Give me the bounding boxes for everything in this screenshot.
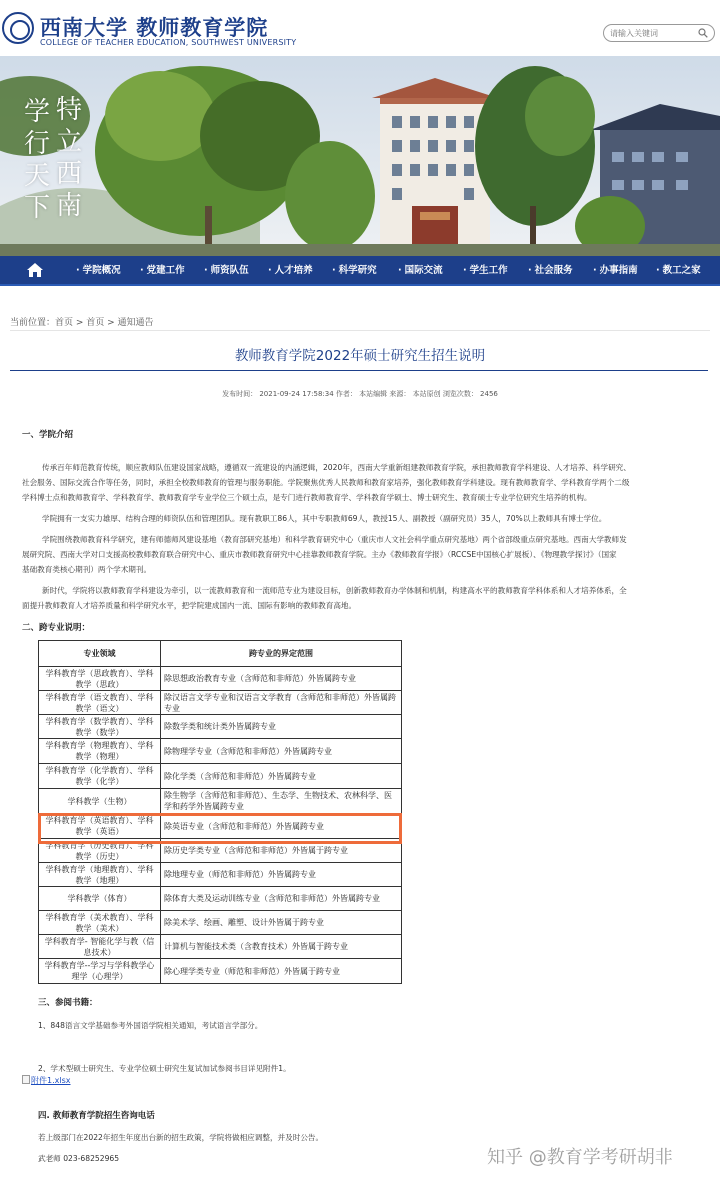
table-cell-scope: 除美术学、绘画、雕塑、设计外皆属于跨专业 <box>161 911 402 935</box>
paragraph-vision-line: 新时代，学院将以教师教育学科建设为牵引，以一流教师教育和一流师范专业为建设目标，创新教师教育办学体制和机制，构建高水平的教师教育学科体系和人才培养体系，全 <box>42 586 627 595</box>
table-row <box>39 715 402 739</box>
table-row <box>39 839 402 863</box>
section-heading-intro: 一、学院介绍 <box>22 430 74 440</box>
table-row <box>39 863 402 887</box>
table-header-row <box>39 641 402 667</box>
table-cell-scope: 除数学类和统计类外皆属跨专业 <box>161 715 402 739</box>
breadcrumb <box>10 315 154 328</box>
paragraph-research-line: 学院围绕教师教育科学研究，建有师德师风建设基地（教育部研究基地）和科学教育研究中心（重庆市人文社会科学重点研究基地）两个省部级重点研究基地。西南大学教师发 <box>42 535 627 544</box>
table-row <box>39 935 402 959</box>
nav-item-about[interactable]: · 学院概况 <box>76 256 121 286</box>
university-seal-icon[interactable] <box>2 12 34 44</box>
campus-banner <box>0 56 720 256</box>
paragraph-intro-line: 传承百年师范教育传统，顺应教师队伍建设国家战略，遵循双一流建设的内涵逻辑，2020年，西南大学重新组建教师教育学院，承担教师教育学科建设、人才培养、科学研究、 <box>42 463 631 472</box>
attachment-link-label[interactable]: 附件1.xlsx <box>31 1076 71 1085</box>
table-header-cell: 专业领域 <box>39 641 161 667</box>
nav-item-party[interactable]: · 党建工作 <box>140 256 185 286</box>
table-row <box>39 887 402 911</box>
table-row <box>39 764 402 789</box>
nav-item-students[interactable]: · 学生工作 <box>463 256 508 286</box>
table-cell-scope: 除汉语言文学专业和汉语言文学教育（含师范和非师范）外皆属跨专业 <box>161 691 402 715</box>
table-row <box>39 691 402 715</box>
table-cell-scope: 除英语专业（含师范和非师范）外皆属跨专业 <box>161 814 402 839</box>
section-heading-cross-major: 二、跨专业说明： <box>22 623 91 633</box>
search-icon[interactable] <box>698 28 708 38</box>
table-cell-field: 学科教育学（英语教育）、学科教学（英语） <box>39 814 161 839</box>
banner-motto <box>4 95 84 256</box>
nav-item-international[interactable]: · 国际交流 <box>398 256 443 286</box>
site-subtitle: COLLEGE OF TEACHER EDUCATION, SOUTHWEST UNIVERSITY <box>40 38 297 47</box>
paragraph-faculty: 学院拥有一支实力雄厚、结构合理的师资队伍和管理团队。现有教职工86人，其中专职教师69人，教授15人、副教授（副研究员）35人，70%以上教师具有博士学位。 <box>42 514 607 523</box>
article-title: 教师教育学院2022年硕士研究生招生说明 <box>234 348 486 364</box>
table-cell-scope: 除生物学（含师范和非师范）、生态学、生物技术、农林科学、医学和药学外皆属跨专业 <box>161 789 402 814</box>
table-row <box>39 911 402 935</box>
table-cell-scope: 除历史学类专业（含师范和非师范）外皆属于跨专业 <box>161 839 402 863</box>
table-cell-field: 学科教育学（地理教育）、学科教学（地理） <box>39 863 161 887</box>
attachment-link[interactable] <box>22 1075 71 1086</box>
nav-item-research[interactable]: · 科学研究 <box>332 256 377 286</box>
book-reference: 1、848语言文学基础参考外国语学院相关通知，考试语言学部分。 <box>38 1021 263 1030</box>
table-cell-field: 学科教育学（美术教育）、学科教学（美术） <box>39 911 161 935</box>
paragraph-vision-line: 面提升教师教育人才培养质量和科学研究水平，把学院建成国内一流、国际有影响的教师教育高地。 <box>22 601 357 610</box>
table-cell-field: 学科教育学（思政教育）、学科教学（思政） <box>39 667 161 691</box>
table-row-highlighted <box>39 814 402 839</box>
paragraph-intro-line: 学科博士点和教师教育学、学科教育学、教师教育学专业学位三个硕士点，是专门进行教师教育学、学科教育学硕士、博士研究生、教育硕士专业学位研究生培养的机构。 <box>22 493 592 502</box>
paragraph-research-line: 展研究院、西南大学对口支援高校教师教育联合研究中心、重庆市教师教育研究中心挂靠教师教育学院。主办《教师教育学报》（RCCSE中国核心扩展板）、《物理教学探讨》（国家 <box>22 550 617 559</box>
table-row <box>39 959 402 984</box>
table-cell-field: 学科教育学（物理教育）、学科教学（物理） <box>39 739 161 764</box>
table-row <box>39 667 402 691</box>
section-heading-books: 三、参阅书籍： <box>38 998 98 1008</box>
motto-line-1: 特立西南 <box>56 95 83 221</box>
table-cell-scope: 除地理专业（师范和非师范）外皆属跨专业 <box>161 863 402 887</box>
motto-line-2: 学行天下 <box>24 97 51 223</box>
paragraph-research-line: 基础教育类核心期刊）两个学术期刊。 <box>22 565 152 574</box>
table-cell-scope: 除心理学类专业（师范和非师范）外皆属于跨专业 <box>161 959 402 984</box>
paragraph-intro-line: 社会服务、国际交流合作等任务，同时，承担全校教师教育的管理与服务职能。学院聚焦优秀人民教师和教育家培养，强化教师教育学科建设。现有教师教育学、学科教育学两个二级 <box>22 478 630 487</box>
home-icon[interactable] <box>26 262 44 278</box>
table-row <box>39 789 402 814</box>
watermark: 知乎 @教育学考研胡非 <box>487 1147 673 1168</box>
table-cell-scope: 除思想政治教育专业（含师范和非师范）外皆属跨专业 <box>161 667 402 691</box>
section-heading-contact: 四. 教师教育学院招生咨询电话 <box>38 1111 155 1121</box>
table-cell-field: 学科教学（生物） <box>39 789 161 814</box>
table-cell-scope: 计算机与智能技术类（含教育技术）外皆属于跨专业 <box>161 935 402 959</box>
policy-notice: 若上级部门在2022年招生年度出台新的招生政策，学院将做相应调整，并及时公告。 <box>38 1133 324 1142</box>
nav-item-training[interactable]: · 人才培养 <box>268 256 313 286</box>
article-meta: 发布时间： 2021-09-24 17:58:34 作者： 本站编辑 来源： 本站原创 浏览次数： 2456 <box>222 390 498 398</box>
table-row <box>39 739 402 764</box>
nav-item-faculty[interactable]: · 师资队伍 <box>204 256 249 286</box>
search-box[interactable] <box>603 24 715 42</box>
table-cell-field: 学科教育学--学习与学科教学心理学（心理学） <box>39 959 161 984</box>
title-divider <box>10 370 708 371</box>
site-title[interactable]: 西南大学 教师教育学院 <box>40 15 269 40</box>
table-header-cell: 跨专业的界定范围 <box>161 641 402 667</box>
table-cell-field: 学科教育学（历史教育）、学科教学（历史） <box>39 839 161 863</box>
table-cell-scope: 除体育大类及运动训练专业（含师范和非师范）外皆属跨专业 <box>161 887 402 911</box>
table-cell-scope: 除物理学专业（含师范和非师范）外皆属跨专业 <box>161 739 402 764</box>
table-cell-field: 学科教育学（化学教育）、学科教学（化学） <box>39 764 161 789</box>
table-cell-field: 学科教育学（数学教育）、学科教学（数学） <box>39 715 161 739</box>
campus-photo-illustration <box>0 56 720 256</box>
nav-item-staff[interactable]: · 教工之家 <box>656 256 701 286</box>
table-cell-field: 学科教育学- 智能化学与教（信息技术） <box>39 935 161 959</box>
table-cell-field: 学科教育学（语文教育）、学科教学（语文） <box>39 691 161 715</box>
contact-phone: 武老师 023-68252965 <box>38 1154 120 1163</box>
book-reference: 2、学术型硕士研究生、专业学位硕士研究生复试加试参阅书目详见附件1。 <box>38 1064 291 1073</box>
table-cell-scope: 除化学类（含师范和非师范）外皆属跨专业 <box>161 764 402 789</box>
nav-item-service[interactable]: · 社会服务 <box>528 256 573 286</box>
search-input[interactable] <box>610 26 696 40</box>
divider <box>10 330 710 331</box>
breadcrumb-label: 当前位置： <box>10 318 56 328</box>
table-cell-field: 学科教学（体育） <box>39 887 161 911</box>
site-header <box>0 0 720 56</box>
breadcrumb-trail[interactable]: 首页 > 首页 > 通知通告 <box>55 318 154 328</box>
main-nav <box>0 256 720 286</box>
file-icon <box>22 1075 30 1084</box>
cross-major-table <box>38 640 402 984</box>
nav-item-guide[interactable]: · 办事指南 <box>593 256 638 286</box>
